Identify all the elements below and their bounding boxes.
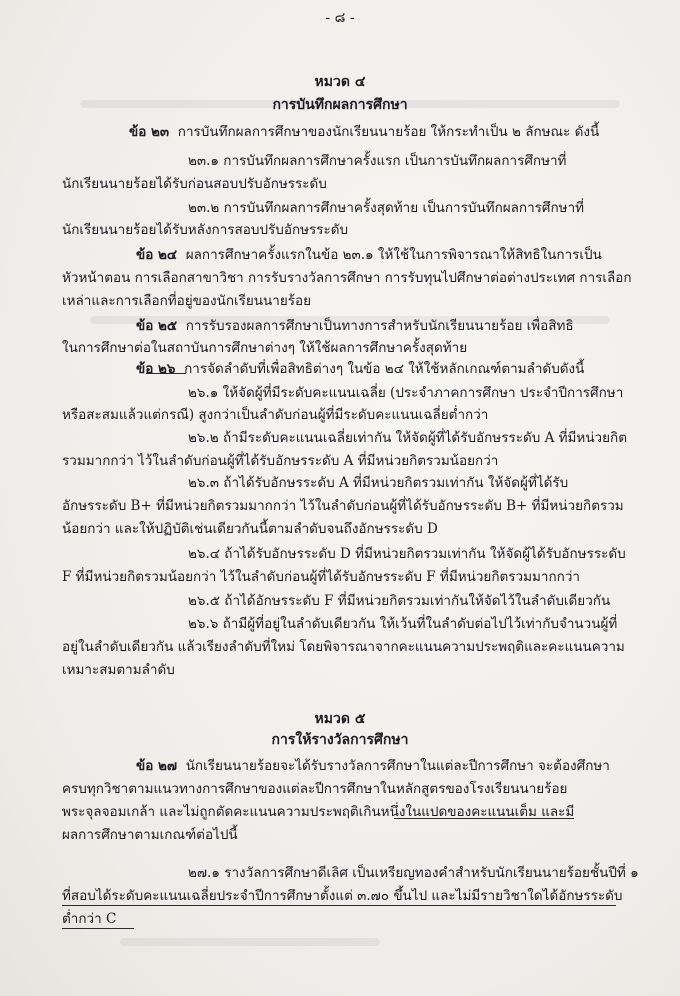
clause-27-1-line1: ๒๗.๑ รางวัลการศึกษาดีเลิศ เป็นเหรียญทองคำสำหรับนักเรียนนายร้อยชั้นปีที่ ๑ (188, 865, 639, 881)
clause-23-1-line2: นักเรียนนายร้อยได้รับก่อนสอบปรับอักษรระดับ (62, 176, 327, 192)
clause-25-line1 (136, 317, 574, 335)
clause-26-3-line3: น้อยกว่า และให้ปฏิบัติเช่นเดียวกันนี้ตามลำดับจนถึงอักษรระดับ D (62, 521, 438, 537)
clause-text: การจัดลำดับที่เพื่อสิทธิต่างๆ ในข้อ ๒๔ ให้ใช้หลักเกณฑ์ตามลำดับดังนี้ (184, 361, 585, 377)
clause-23-1-line1: ๒๓.๑ การบันทึกผลการศึกษาครั้งแรก เป็นการบันทึกผลการศึกษาที่ (188, 153, 567, 169)
chapter-4-title: การบันทึกผลการศึกษา (272, 97, 408, 113)
clause-26-1-line2: หรือสะสมแล้วแต่กรณี) สูงกว่าเป็นลำดับก่อนผู้ที่มีระดับคะแนนเฉลี่ยต่ำกว่า (62, 407, 489, 423)
handwritten-underline (62, 905, 616, 906)
clause-text: การรับรองผลการศึกษาเป็นทางการสำหรับนักเรียนนายร้อย เพื่อสิทธิ (185, 318, 574, 334)
handwritten-underline (62, 928, 134, 929)
clause-26-4-line2: F ที่มีหน่วยกิตรวมน้อยกว่า ไว้ในลำดับก่อนผู้ที่ได้รับอักษรระดับ F ที่มีหน่วยกิตรวมมากกว่า (62, 569, 580, 585)
clause-26-3-line1: ๒๖.๓ ถ้าได้รับอักษรระดับ A ที่มีหน่วยกิตรวมเท่ากัน ให้จัดผู้ที่ได้รับ (188, 475, 569, 491)
clause-26-6-line2: อยู่ในลำดับเดียวกัน แล้วเรียงลำดับที่ใหม่ โดยพิจารณาจากคะแนนความประพฤติและคะแนนความ (62, 639, 625, 655)
clause-27-line1 (136, 757, 610, 775)
handwritten-underline (394, 818, 574, 819)
clause-text: การบันทึกผลการศึกษาของนักเรียนนายร้อย ให้กระทำเป็น ๒ ลักษณะ ดังนี้ (177, 124, 600, 140)
clause-26-2-line2: รวมมากกว่า ไว้ในลำดับก่อนผู้ที่ได้รับอักษรระดับ A ที่มีหน่วยกิตรวมน้อยกว่า (62, 453, 499, 469)
clause-26-1-line1: ๒๖.๑ ให้จัดผู้ที่มีระดับคะแนนเฉลี่ย (ประจำภาคการศึกษา ประจำปีการศึกษา (188, 385, 624, 401)
clause-26-5-line: ๒๖.๕ ถ้าได้อักษรระดับ F ที่มีหน่วยกิตรวมเท่ากันให้จัดไว้ในลำดับเดียวกัน (188, 593, 611, 609)
clause-24-line1 (136, 246, 602, 264)
clause-number: ข้อ ๒๔ (136, 247, 178, 263)
chapter-5-heading: หมวด ๕ (314, 711, 366, 727)
clause-26-line (136, 360, 584, 378)
clause-23-line (129, 123, 599, 141)
clause-27-line4: ผลการศึกษาตามเกณฑ์ต่อไปนี้ (62, 827, 238, 843)
clause-24-line2: หัวหน้าตอน การเลือกสาขาวิชา การรับรางวัลการศึกษา การรับทุนไปศึกษาต่อต่างประเทศ การเลือก (62, 270, 632, 286)
clause-text: ผลการศึกษาครั้งแรกในข้อ ๒๓.๑ ให้ใช้ในการพิจารณาให้สิทธิในการเป็น (185, 247, 602, 263)
clause-27-line2: ครบทุกวิชาตามแนวทางการศึกษาของแต่ละปีการศึกษาในหลักสูตรของโรงเรียนนายร้อย (62, 781, 568, 797)
clause-26-6-line3: เหมาะสมตามลำดับ (62, 662, 175, 678)
clause-number: ข้อ ๒๓ (129, 124, 170, 140)
clause-23-2-line1: ๒๓.๒ การบันทึกผลการศึกษาครั้งสุดท้าย เป็นการบันทึกผลการศึกษาที่ (188, 200, 585, 216)
clause-number: ข้อ ๒๗ (136, 758, 178, 774)
clause-26-4-line1: ๒๖.๔ ถ้าได้รับอักษรระดับ D ที่มีหน่วยกิตรวมเท่ากัน ให้จัดผู้ได้รับอักษรระดับ (188, 546, 626, 562)
clause-27-1-line3: ต่ำกว่า C (62, 911, 117, 927)
clause-number: ข้อ ๒๖ (136, 361, 176, 377)
clause-text: นักเรียนนายร้อยจะได้รับรางวัลการศึกษาในแต่ละปีการศึกษา จะต้องศึกษา (185, 758, 610, 774)
chapter-4-heading: หมวด ๔ (314, 74, 366, 90)
clause-27-line3: พระจุลจอมเกล้า และไม่ถูกตัดคะแนนความประพฤติเกินหนึ่งในแปดของคะแนนเต็ม และมี (62, 804, 575, 820)
page-number: - ๘ - (325, 10, 355, 26)
clause-23-2-line2: นักเรียนนายร้อยได้รับหลังการสอบปรับอักษรระดับ (62, 222, 349, 238)
clause-25-line2: ในการศึกษาต่อในสถาบันการศึกษาต่างๆ ให้ใช้ผลการศึกษาครั้งสุดท้าย (62, 340, 468, 356)
clause-26-2-line1: ๒๖.๒ ถ้ามีระดับคะแนนเฉลี่ยเท่ากัน ให้จัดผู้ที่ได้รับอักษรระดับ A ที่มีหน่วยกิต (188, 430, 627, 446)
handwritten-underline (146, 373, 186, 374)
clause-24-line3: เหล่าและการเลือกที่อยู่ของนักเรียนนายร้อย (62, 293, 312, 309)
clause-number: ข้อ ๒๕ (136, 318, 178, 334)
bleed-through-mark (120, 938, 380, 946)
clause-27-1-line2: ที่สอบได้ระดับคะแนนเฉลี่ยประจำปีการศึกษาตั้งแต่ ๓.๗๐ ขึ้นไป และไม่มีรายวิชาใดได้อักษรระดับ (62, 888, 623, 904)
clause-26-3-line2: อักษรระดับ B+ ที่มีหน่วยกิตรวมมากกว่า ไว้ในลำดับก่อนผู้ที่ได้รับอักษรระดับ B+ ที่มีหน่วยกิตรวม (62, 498, 624, 514)
clause-26-6-line1: ๒๖.๖ ถ้ามีผู้ที่อยู่ในลำดับเดียวกัน ให้เว้นที่ในลำดับต่อไปไว้เท่ากับจำนวนผู้ที่ (188, 616, 618, 632)
chapter-5-title: การให้รางวัลการศึกษา (271, 732, 409, 748)
